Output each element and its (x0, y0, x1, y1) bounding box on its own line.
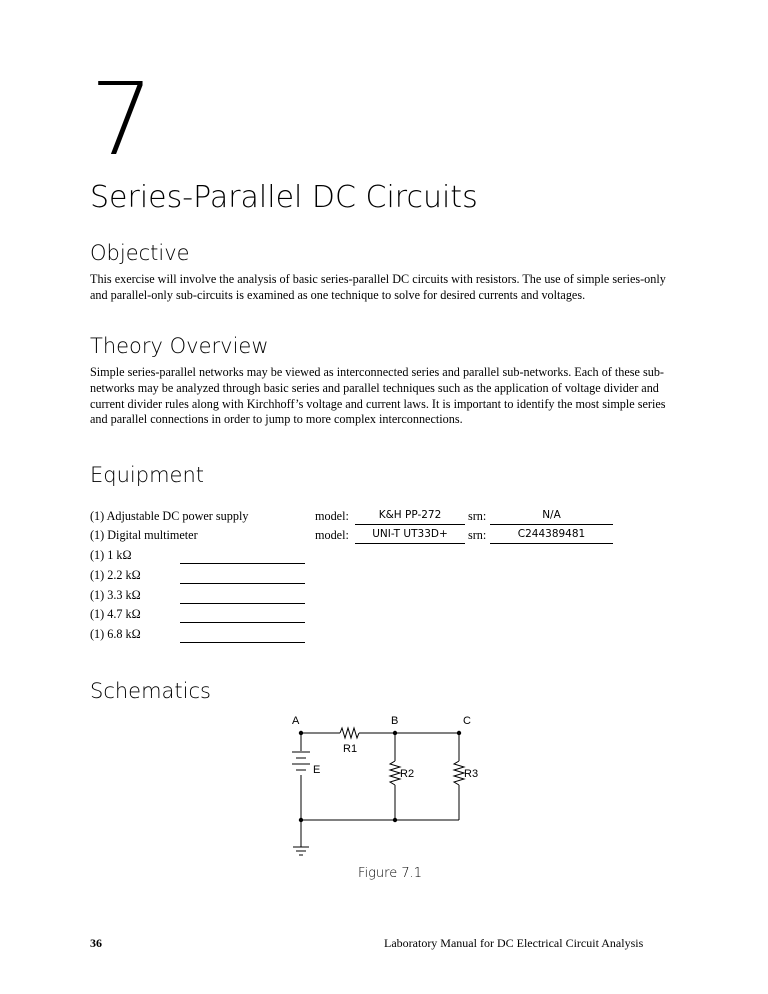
equipment-label: (1) 1 kΩ (90, 548, 132, 562)
figure-caption: Figure 7.1 (357, 866, 423, 881)
label-r3: R3 (464, 768, 479, 780)
label-r1: R1 (343, 743, 358, 755)
ground-symbol (293, 847, 309, 855)
equipment-label: (1) Adjustable DC power supply (90, 509, 249, 523)
model-value: K&H PP-272 (378, 509, 442, 521)
srn-label: srn: (468, 509, 487, 523)
chapter-title: Series-Parallel DC Circuits (90, 180, 478, 215)
schematics-heading: Schematics (90, 679, 211, 703)
equipment-heading: Equipment (90, 463, 204, 487)
bottom-junction-left (299, 818, 303, 822)
label-r2: R2 (400, 768, 415, 780)
label-e: E (313, 764, 321, 776)
equipment-label: (1) Digital multimeter (90, 528, 198, 542)
equipment-label: (1) 4.7 kΩ (90, 607, 141, 621)
node-b-junction (393, 731, 397, 735)
equipment-label: (1) 6.8 kΩ (90, 627, 141, 641)
srn-label: srn: (468, 528, 487, 542)
model-label: model: (315, 528, 349, 542)
equipment-label: (1) 2.2 kΩ (90, 568, 141, 582)
book-title: Laboratory Manual for DC Electrical Circuit Analysis (384, 936, 644, 950)
srn-value: N/A (542, 509, 561, 521)
node-a-junction (299, 731, 303, 735)
theory-heading: Theory Overview (90, 334, 269, 358)
model-value: UNI-T UT33D+ (372, 528, 448, 540)
equipment-label: (1) 3.3 kΩ (90, 588, 141, 602)
theory-text: Simple series-parallel networks may be viewed as interconnected series and parallel sub-networks. Each of these sub-networks may be analyzed through basic series and parallel techniques such as the application of voltage divider and current divider rules along with Kirchhoff’s voltage and current laws. It is important to identify the most simple series and parallel connections in order to jump to more complex interconnections. (90, 365, 666, 427)
bottom-junction-right (393, 818, 397, 822)
node-label-b: B (391, 715, 399, 727)
node-label-a: A (292, 715, 300, 727)
objective-heading: Objective (90, 241, 190, 265)
srn-value: C244389481 (517, 528, 586, 540)
node-c-junction (457, 731, 461, 735)
objective-text: This exercise will involve the analysis of basic series-parallel DC circuits with resistors. The use of simple series-only and parallel-only sub-circuits is examined as one technique to solve for desired currents and voltages. (90, 272, 666, 302)
chapter-number: 7 (90, 61, 152, 178)
node-label-c: C (463, 715, 471, 727)
circuit-wires (301, 728, 464, 847)
battery-symbol (292, 752, 310, 770)
page-number: 36 (90, 936, 102, 950)
model-label: model: (315, 509, 349, 523)
